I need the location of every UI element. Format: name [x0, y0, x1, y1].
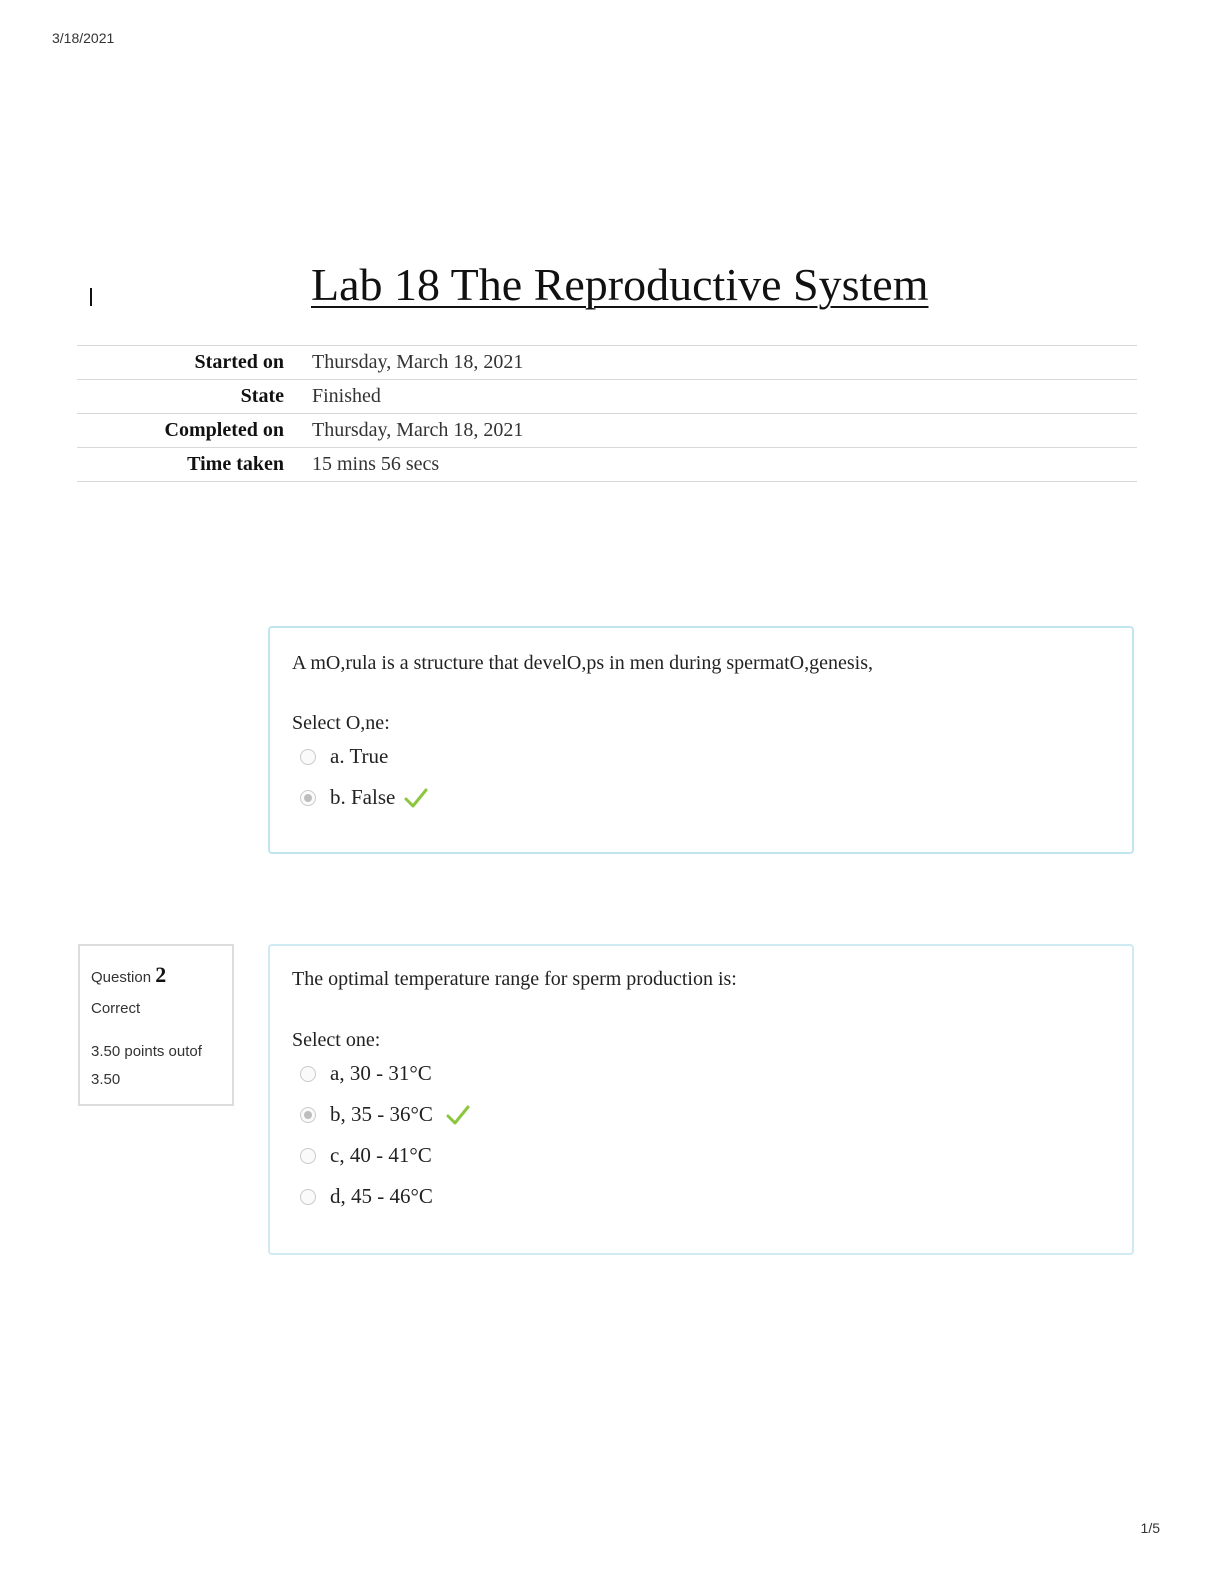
- option-label: c, 40 - 41°C: [330, 1143, 432, 1167]
- summary-value: Thursday, March 18, 2021: [284, 414, 1137, 448]
- summary-row-state: [77, 380, 1137, 414]
- question-2-info: [78, 944, 234, 1106]
- radio-button-selected[interactable]: [300, 790, 316, 806]
- option-label: d, 45 - 46°C: [330, 1184, 433, 1208]
- summary-row-time-taken: [77, 448, 1137, 482]
- option-label: a. True: [330, 744, 389, 768]
- question-2-prompt: Select one:: [292, 1029, 381, 1051]
- print-date: 3/18/2021: [52, 30, 115, 46]
- text-cursor: [90, 288, 92, 306]
- summary-value: Thursday, March 18, 2021: [284, 346, 1137, 380]
- question-label: Question: [91, 969, 152, 986]
- summary-label: Completed on: [77, 414, 284, 448]
- question-state: Correct: [91, 1000, 141, 1017]
- question-2-text: The optimal temperature range for sperm production is:: [292, 968, 737, 990]
- question-1-option-a[interactable]: [300, 744, 388, 769]
- question-1-card: [268, 626, 1134, 854]
- option-label: b, 35 - 36°C: [330, 1102, 433, 1126]
- summary-value: 15 mins 56 secs: [284, 448, 1137, 482]
- question-1-prompt: Select O,ne:: [292, 712, 390, 734]
- question-2-option-c[interactable]: [300, 1143, 432, 1168]
- question-1-option-b[interactable]: [300, 785, 429, 810]
- page-number: 1/5: [1140, 1520, 1160, 1536]
- radio-button[interactable]: [300, 1148, 316, 1164]
- question-2-card: [268, 944, 1134, 1255]
- summary-label: Started on: [77, 346, 284, 380]
- summary-value: Finished: [284, 380, 1137, 414]
- summary-label: State: [77, 380, 284, 414]
- question-number: [91, 962, 166, 988]
- radio-button[interactable]: [300, 1066, 316, 1082]
- option-label: a, 30 - 31°C: [330, 1061, 432, 1085]
- question-number-value: 2: [155, 962, 167, 987]
- correct-check-icon: [403, 786, 429, 810]
- question-2-option-a[interactable]: [300, 1061, 432, 1086]
- option-label: b. False: [330, 785, 396, 809]
- question-1-text: A mO,rula is a structure that develO,ps in men during spermatO,genesis,: [292, 652, 873, 674]
- radio-button[interactable]: [300, 1189, 316, 1205]
- question-2-option-b[interactable]: [300, 1102, 471, 1127]
- radio-button-selected[interactable]: [300, 1107, 316, 1123]
- summary-row-started: [77, 346, 1137, 380]
- summary-label: Time taken: [77, 448, 284, 482]
- correct-check-icon: [445, 1103, 471, 1127]
- summary-row-completed: [77, 414, 1137, 448]
- question-grade: 3.50 points outof 3.50: [91, 1043, 202, 1088]
- radio-button[interactable]: [300, 749, 316, 765]
- attempt-summary-table: [77, 345, 1137, 482]
- page-title: Lab 18 The Reproductive System: [311, 259, 929, 310]
- question-2-option-d[interactable]: [300, 1184, 433, 1209]
